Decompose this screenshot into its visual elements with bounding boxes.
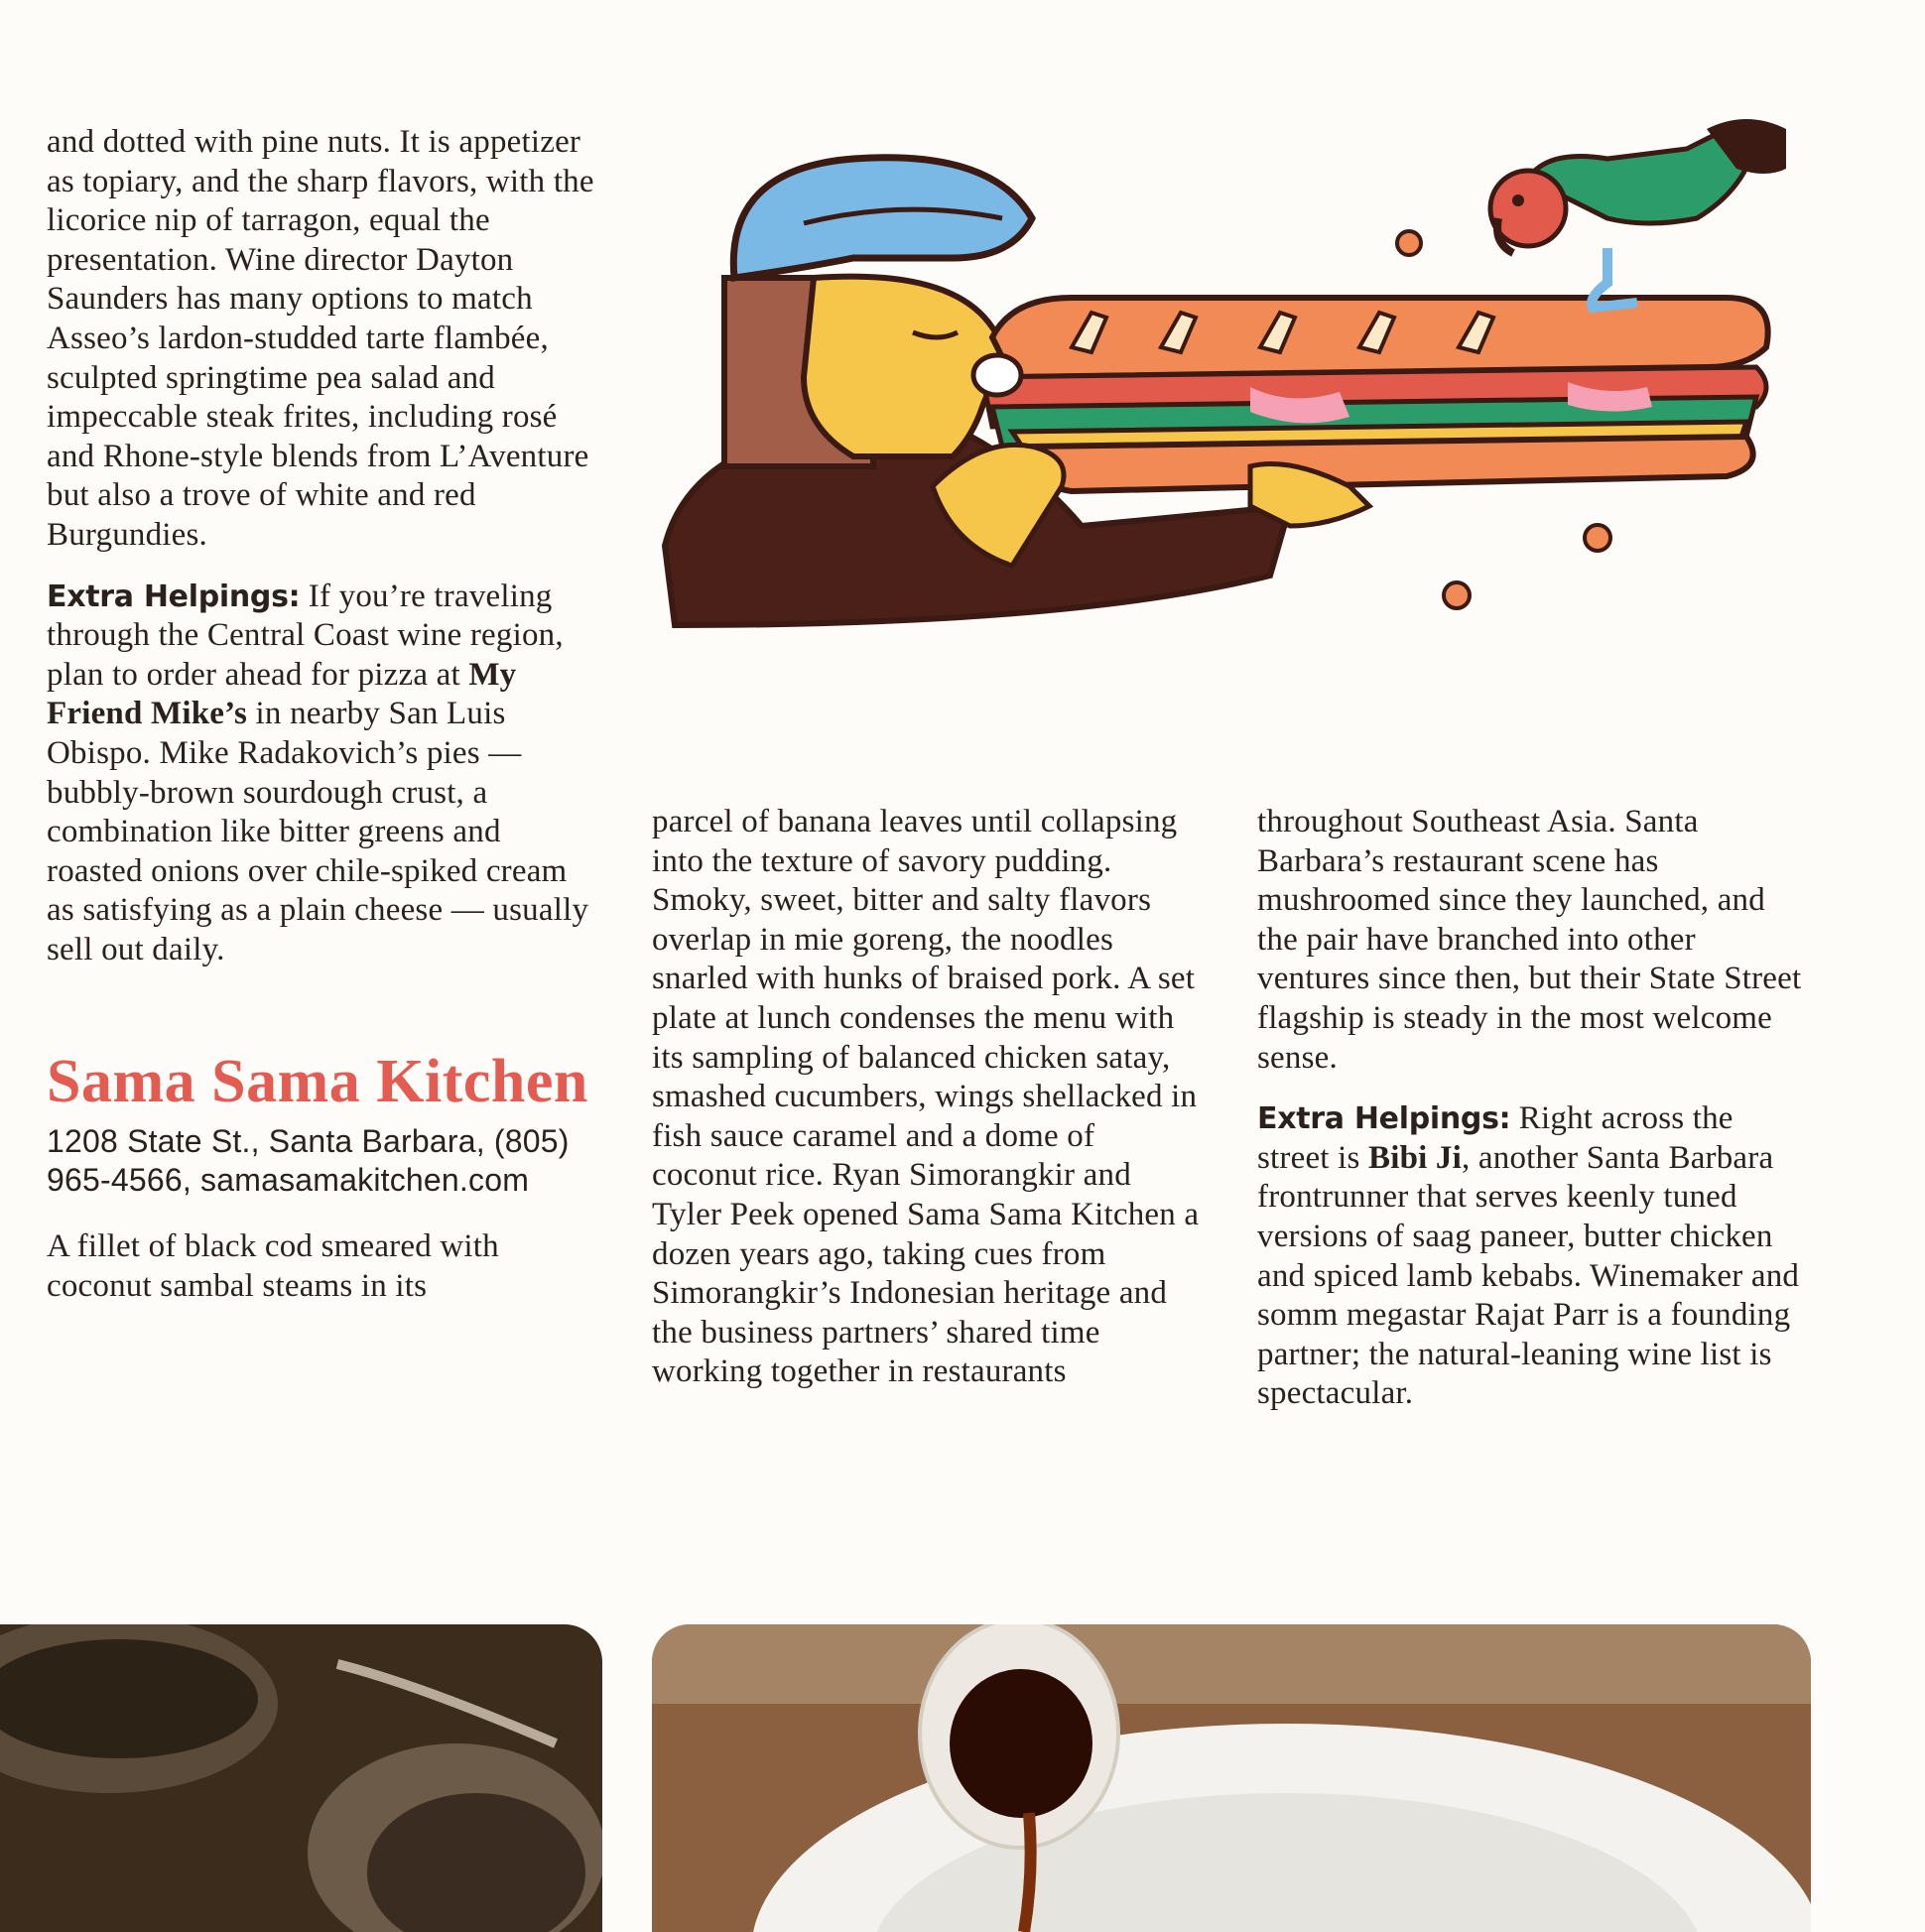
extra-helpings-paragraph: Extra Helpings: Right across the street is Bibi Ji, another Santa Barbara frontrunner that serves keenly tuned versions of saag paneer, butter chicken and spiced lamb kebabs. Winemaker and somm megastar Rajat Parr is a founding partner; the natural-leaning wine list is spectacular. xyxy=(1257,1100,1800,1412)
body-paragraph: parcel of banana leaves until collapsing into the texture of savory pudding. Smoky, sweet, bitter and salty flavors overlap in mie goreng, the noodles snarled with hunks of braised pork. A set plate at lunch condenses the menu with its sampling of balanced chicken satay, smashed cucumbers, wings shellacked in fish sauce caramel and a dome of coconut rice. Ryan Simorangkir and Tyler Peek opened Sama Sama Kitchen a dozen years ago, taking cues from Simorangkir’s Indonesian heritage and the business partners’ shared time working together in restaurants xyxy=(652,804,1200,1390)
body-paragraph: A fillet of black cod smeared with coconut sambal steams in its xyxy=(47,1228,499,1305)
restaurant-name: My Friend Mike’s xyxy=(47,656,517,732)
article-column-3 xyxy=(1257,803,1813,1414)
venue-address: 1208 State St., Santa Barbara, (805) 965-4566, samasamakitchen.com xyxy=(47,1123,570,1199)
sandwich-illustration xyxy=(655,109,1816,665)
extra-helpings-label: Extra Helpings: xyxy=(47,579,301,614)
article-column-1 xyxy=(47,123,602,1307)
extra-helpings-label: Extra Helpings: xyxy=(1257,1101,1511,1137)
restaurant-name: Bibi Ji xyxy=(1367,1139,1463,1176)
food-photo-left xyxy=(0,1624,602,1932)
body-paragraph: and dotted with pine nuts. It is appetizer as topiary, and the sharp flavors, with the licorice nip of tarragon, equal the presentation. Wine director Dayton Saunders has many options to match Asseo’s lardon-studded tarte flambée, sculpted springtime pea salad and impeccable steak frites, including rosé and Rhone-style blends from L’Aventure but also a trove of white and red Burgundies. xyxy=(47,124,594,553)
food-photo-right xyxy=(652,1624,1811,1932)
body-paragraph: throughout Southeast Asia. Santa Barbara’s restaurant scene has mushroomed since they launched, and the pair have branched into other ventures since then, but their State Street flagship is steady in the most welcome sense. xyxy=(1257,804,1802,1076)
venue-title: Sama Sama Kitchen xyxy=(47,1048,588,1116)
article-column-2 xyxy=(652,803,1208,1392)
extra-helpings-paragraph: Extra Helpings: If you’re traveling through the Central Coast wine region, plan to order ahead for pizza at My Friend Mike’s in nearby San Luis Obispo. Mike Radakovich’s pies — bubbly-brown sourdough crust, a combination like bitter greens and roasted onions over chile-spiked cream as satisfying as a plain cheese — usually sell out daily. xyxy=(47,578,589,967)
